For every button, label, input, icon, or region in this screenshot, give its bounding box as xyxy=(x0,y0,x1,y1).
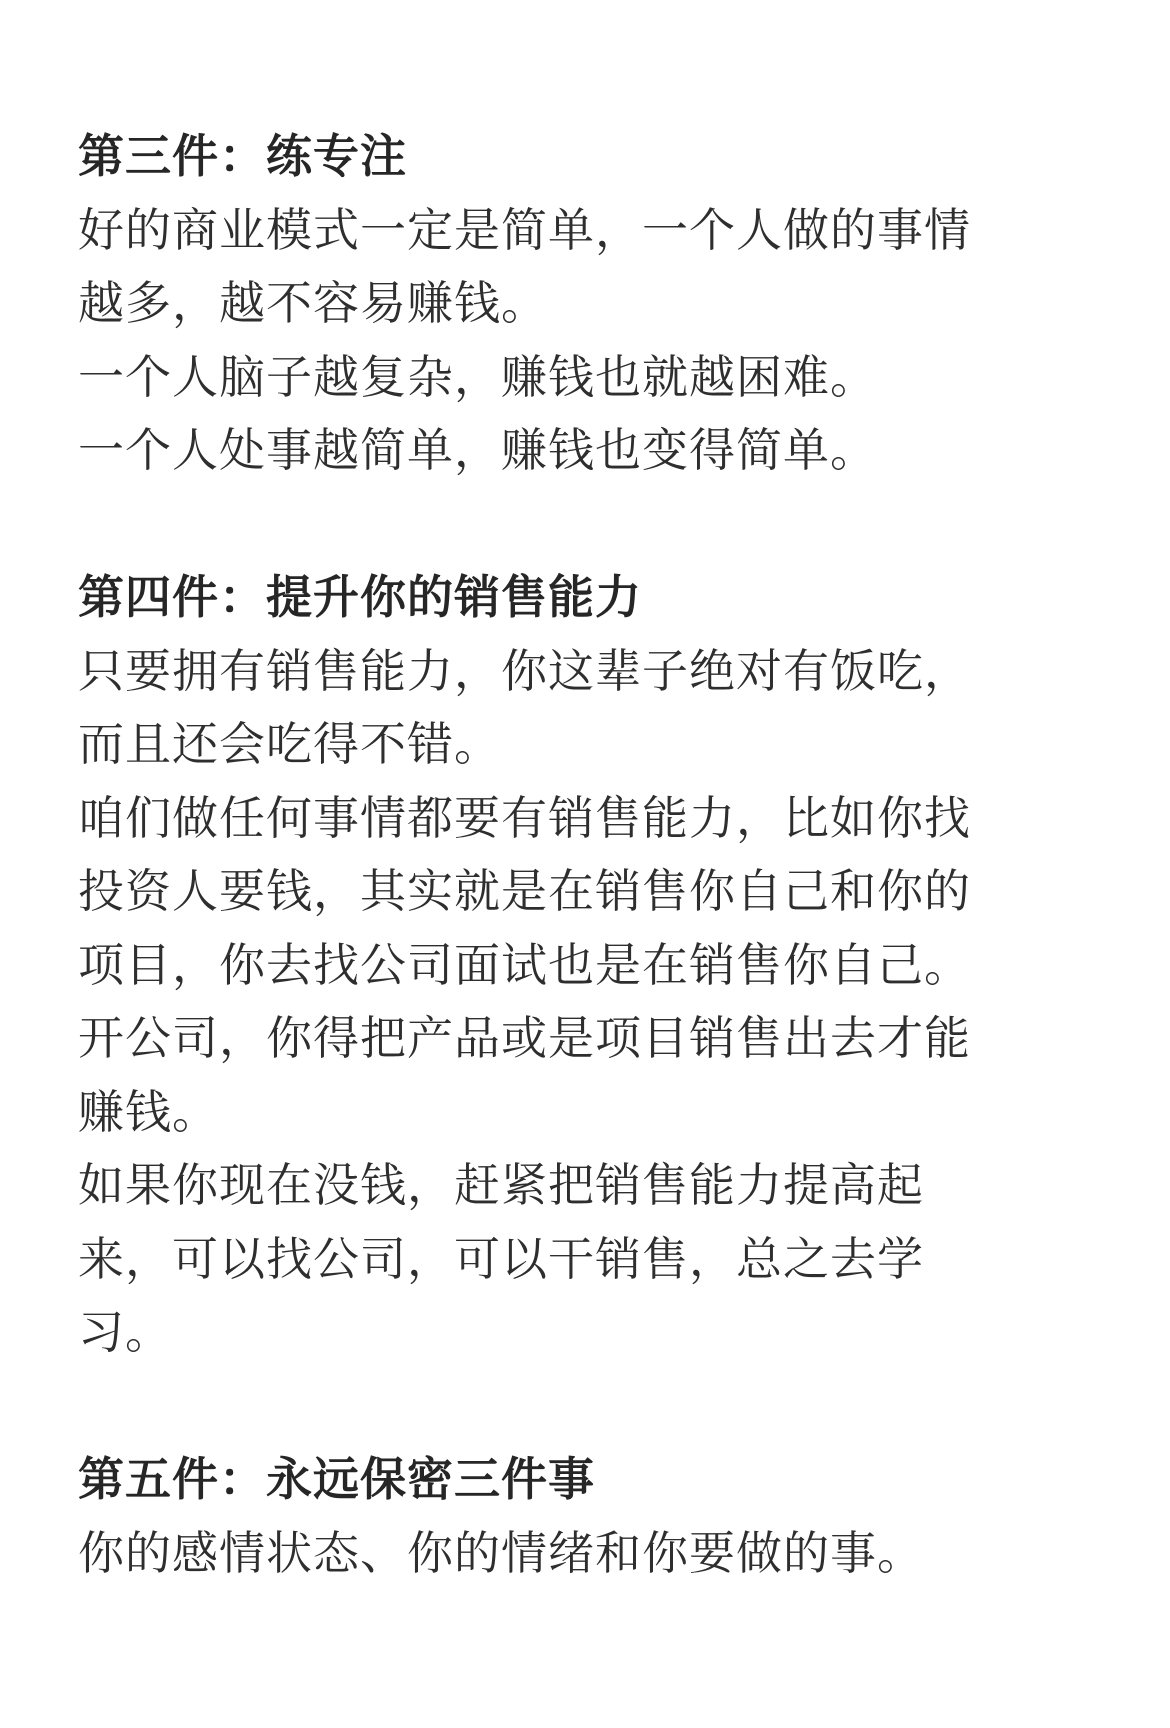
paragraph-line: 项目，你去找公司面试也是在销售你自己。 xyxy=(78,937,971,992)
section-fifth xyxy=(78,1443,1170,1590)
section-heading: 第三件：练专注 xyxy=(78,129,407,183)
paragraph-line: 而且还会吃得不错。 xyxy=(78,717,501,771)
paragraph-line: 赚钱。 xyxy=(78,1084,219,1139)
section-spacer xyxy=(78,1370,1170,1444)
paragraph-line: 好的商业模式一定是简单，一个人做的事情 xyxy=(78,202,971,257)
paragraph-line: 来，可以找公司，可以干销售，总之去学 xyxy=(78,1231,924,1286)
paragraph-line: 投资人要钱，其实就是在销售你自己和你的 xyxy=(78,864,971,918)
section-heading: 第四件：提升你的销售能力 xyxy=(78,570,642,624)
paragraph-line: 咱们做任何事情都要有销售能力，比如你找 xyxy=(78,790,971,845)
paragraph-line: 开公司，你得把产品或是项目销售出去才能 xyxy=(78,1011,971,1065)
section-heading: 第五件：永远保密三件事 xyxy=(78,1452,595,1506)
paragraph-line: 习。 xyxy=(78,1305,172,1359)
paragraph-line: 如果你现在没钱，赶紧把销售能力提高起 xyxy=(78,1158,924,1212)
section-spacer xyxy=(78,488,1170,562)
paragraph-line: 越多，越不容易赚钱。 xyxy=(78,276,548,330)
section-fourth xyxy=(78,561,1170,1370)
paragraph-line: 你的感情状态、你的情绪和你要做的事。 xyxy=(78,1525,924,1580)
section-third xyxy=(78,120,1170,488)
paragraph-line: 一个人脑子越复杂，赚钱也就越困难。 xyxy=(78,349,877,404)
paragraph-line: 一个人处事越简单，赚钱也变得简单。 xyxy=(78,423,877,477)
paragraph-line: 只要拥有销售能力，你这辈子绝对有饭吃， xyxy=(78,643,971,698)
